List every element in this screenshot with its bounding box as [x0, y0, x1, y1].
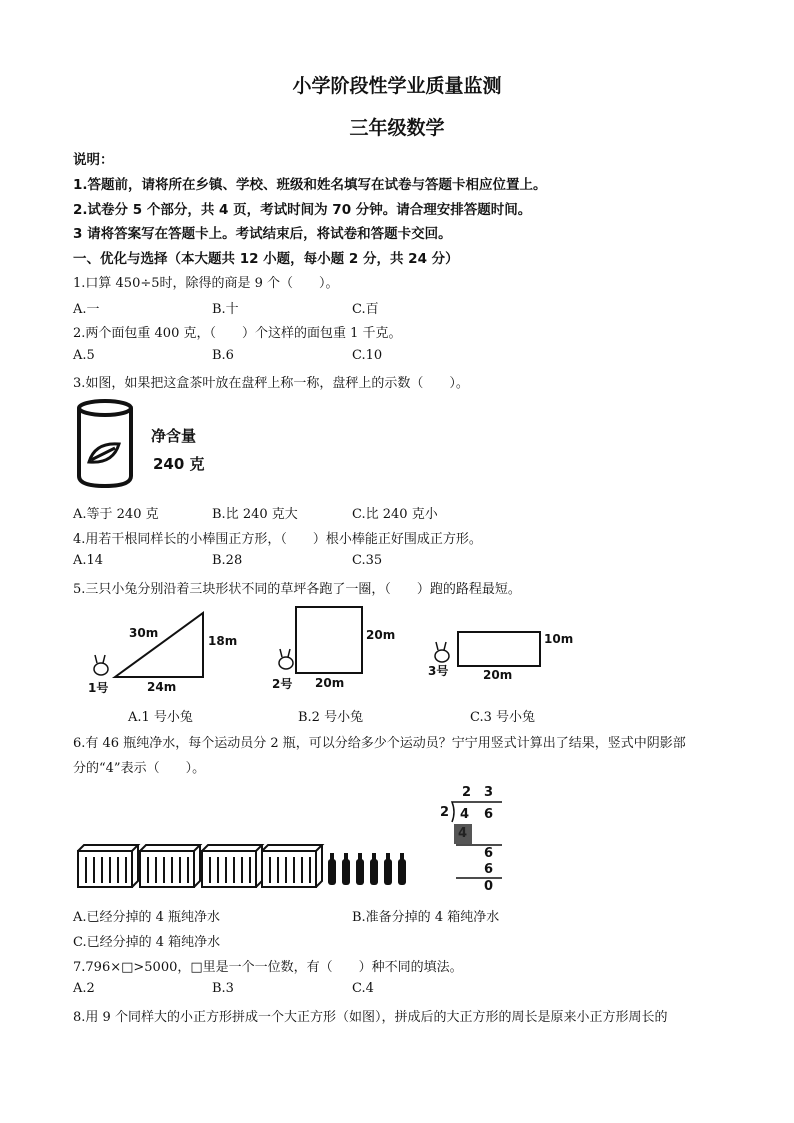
option-c: C.比 240 克小 [352, 507, 438, 522]
square-lawn [296, 607, 362, 673]
water-box [140, 845, 200, 887]
option-c: C.已经分掉的 4 箱纯净水 [73, 935, 221, 950]
tea-net-label: 净含量 [151, 427, 197, 445]
option-a: A.1 号小兔 [128, 710, 193, 725]
rabbit-2-label: 2号 [272, 677, 293, 691]
option-a: A.等于 240 克 [73, 507, 159, 522]
rabbit-icon [94, 655, 108, 675]
rabbit-3-label: 3号 [428, 664, 449, 678]
option-a: A.一 [73, 302, 100, 317]
triangle-lawn-figure [85, 605, 238, 695]
option-b: B.6 [212, 348, 234, 363]
option-a: A.2 [73, 981, 95, 996]
option-a: A.已经分掉的 4 瓶纯净水 [73, 910, 221, 925]
tea-box-figure [75, 398, 235, 490]
section-heading: 一、优化与选择（本大题共 12 小题，每小题 2 分，共 24 分） [73, 251, 459, 267]
option-a: A.14 [73, 553, 104, 568]
square-lawn-figure [272, 605, 397, 695]
option-b: B.3 [212, 981, 234, 996]
option-b: B.2 号小兔 [298, 710, 364, 725]
tea-jar [79, 401, 131, 486]
instruction-item: 2.试卷分 5 个部分，共 4 页，考试时间为 70 分钟。请合理安排答题时间。 [73, 202, 532, 218]
rectangle-lawn [458, 632, 540, 666]
step-digit: 6 [484, 846, 494, 861]
page-subtitle: 三年级数学 [349, 117, 445, 139]
question-2: 2.两个面包重 400 克，（ ）个这样的面包重 1 千克。 [73, 326, 402, 341]
option-b: B.比 240 克大 [212, 507, 298, 522]
shaded-digit: 4 [458, 826, 468, 841]
question-8: 8.用 9 个同样大的小正方形拼成一个大正方形（如图），拼成后的大正方形的周长是原来小正方形周长的 [73, 1010, 668, 1025]
remainder-digit: 0 [484, 879, 494, 894]
rabbit-icon [435, 642, 449, 662]
instruction-item: 1.答题前，请将所在乡镇、学校、班级和姓名填写在试卷与答题卡相应位置上。 [73, 177, 547, 193]
page-title: 小学阶段性学业质量监测 [292, 75, 502, 97]
triangle-base-label: 24m [147, 680, 177, 694]
square-bottom-label: 20m [315, 676, 345, 690]
question-6-line-1: 6.有 46 瓶纯净水，每个运动员分 2 瓶，可以分给多少个运动员？宁宁用竖式计算出了结果，竖式中阴影部 [73, 736, 686, 751]
water-box [78, 845, 138, 887]
question-6-line-2: 分的“4”表示（ ）。 [73, 761, 206, 776]
water-box [202, 845, 262, 887]
question-5: 5.三只小兔分别沿着三块形状不同的草坪各跑了一圈，（ ）跑的路程最短。 [73, 582, 521, 597]
tea-leaf-icon [89, 444, 119, 462]
question-7: 7.796×□>5000，□里是一个一位数，有（ ）种不同的填法。 [73, 960, 463, 975]
question-1: 1.口算 450÷5时，除得的商是 9 个（ ）。 [73, 276, 339, 291]
option-c: C.4 [352, 981, 374, 996]
water-boxes-figure [76, 843, 416, 891]
question-3: 3.如图，如果把这盒茶叶放在盘秤上称一称，盘秤上的示数（ ）。 [73, 376, 469, 391]
rectangle-lawn-figure [428, 630, 588, 690]
option-c: C.3 号小兔 [470, 710, 536, 725]
rabbit-icon [279, 649, 293, 669]
instructions-heading: 说明： [73, 152, 114, 168]
quotient-digit: 3 [484, 785, 494, 800]
dividend-digit: 6 [484, 807, 494, 822]
triangle-hyp-label: 30m [129, 626, 159, 640]
triangle-lawn [115, 613, 203, 677]
quotient-digit: 2 [462, 785, 472, 800]
option-b: B.准备分掉的 4 箱纯净水 [352, 910, 500, 925]
option-b: B.28 [212, 553, 243, 568]
question-4: 4.用若干根同样长的小棒围正方形，（ ）根小棒能正好围成正方形。 [73, 532, 482, 547]
option-c: C.百 [352, 302, 379, 317]
square-side-label: 20m [366, 628, 396, 642]
option-a: A.5 [73, 348, 95, 363]
step-digit: 6 [484, 862, 494, 877]
rabbit-1-label: 1号 [88, 681, 109, 695]
triangle-height-label: 18m [208, 634, 238, 648]
water-bottles [328, 853, 406, 885]
option-c: C.10 [352, 348, 383, 363]
rectangle-height-label: 10m [544, 632, 574, 646]
instruction-item: 3 请将答案写在答题卡上。考试结束后，将试卷和答题卡交回。 [73, 226, 452, 242]
dividend-digit: 4 [460, 807, 470, 822]
option-c: C.35 [352, 553, 383, 568]
option-b: B.十 [212, 302, 239, 317]
long-division [436, 784, 506, 894]
rectangle-width-label: 20m [483, 668, 513, 682]
divisor: 2 [440, 805, 450, 820]
tea-weight-label: 240 克 [153, 455, 205, 473]
water-box [262, 845, 322, 887]
